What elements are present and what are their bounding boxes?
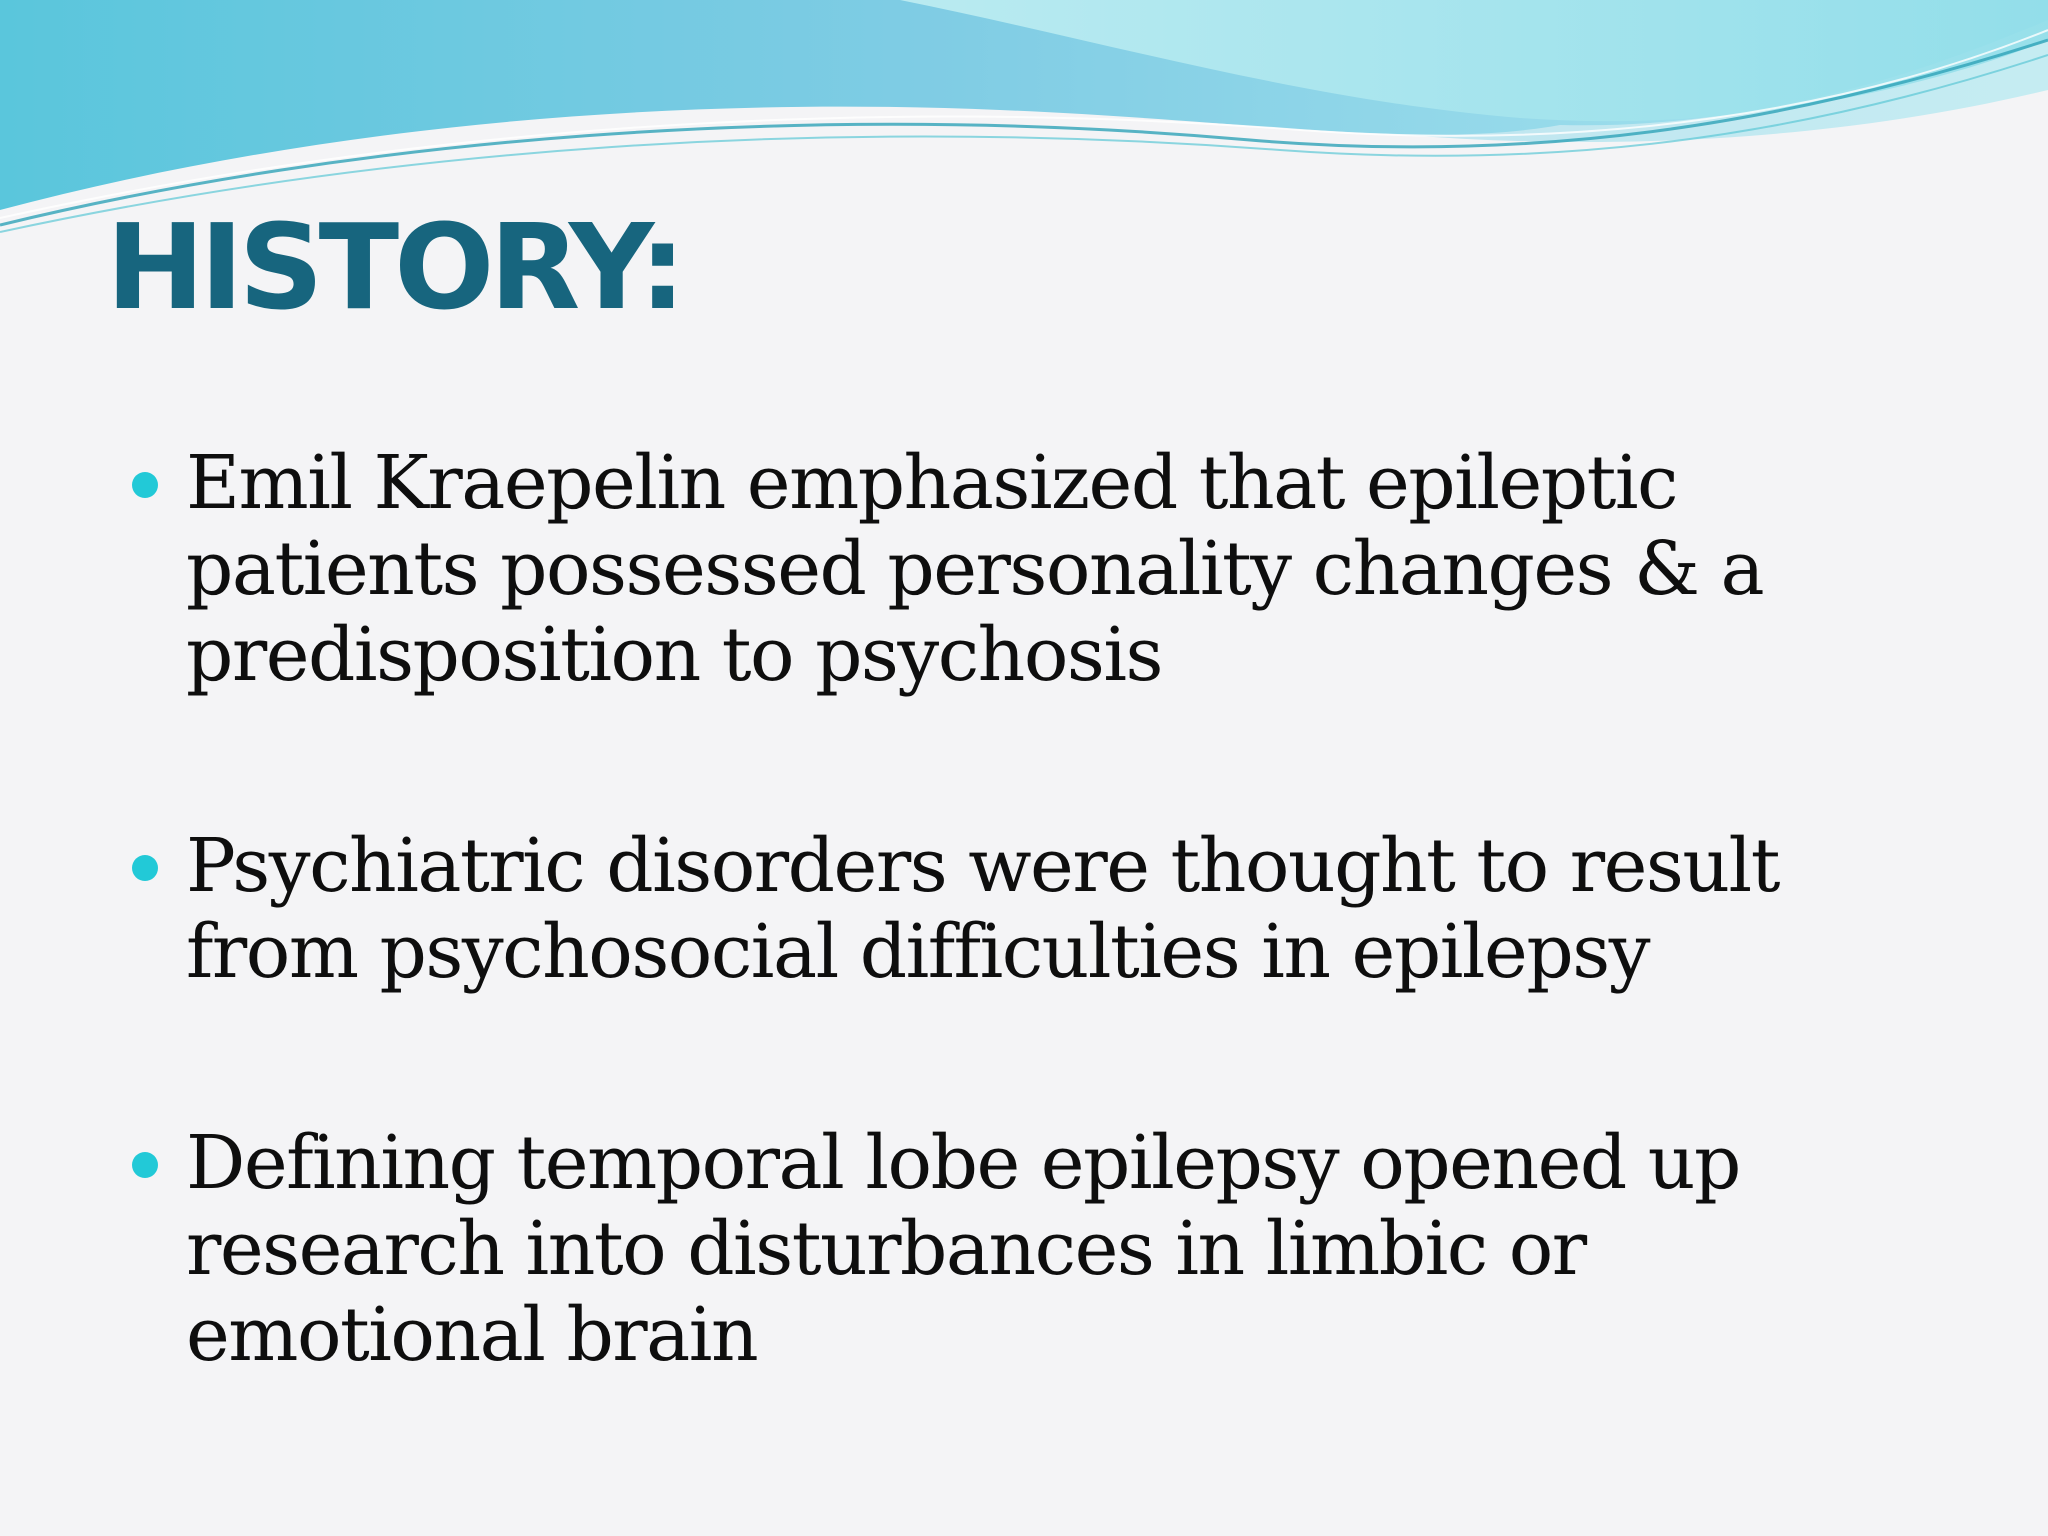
- bullet-list: [130, 440, 1930, 1503]
- bullet-item: [130, 1120, 1930, 1378]
- bullet-text: Psychiatric disorders were thought to result from psychosocial difficulties in epilepsy: [186, 823, 1779, 995]
- bullet-point-icon: [132, 472, 158, 498]
- bullet-text: Defining temporal lobe epilepsy opened up research into disturbances in limbic or emotional brain: [186, 1120, 1740, 1378]
- bullet-point-icon: [132, 1152, 158, 1178]
- bullet-text: Emil Kraepelin emphasized that epileptic patients possessed personality changes & a predisposition to psychosis: [186, 440, 1764, 698]
- bullet-item: [130, 440, 1930, 698]
- slide-title: HISTORY:: [106, 198, 682, 336]
- bullet-point-icon: [132, 855, 158, 881]
- bullet-item: [130, 823, 1930, 995]
